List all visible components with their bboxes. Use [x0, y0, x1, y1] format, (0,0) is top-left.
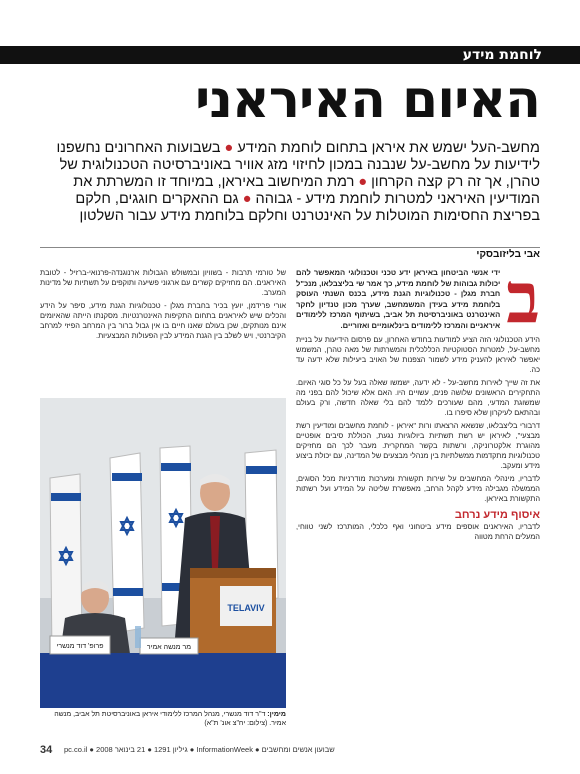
- article-column-left: [40, 268, 286, 398]
- bullet-icon: ●: [224, 140, 234, 156]
- footer-publication: שבועון אנשים ומחשבים ● InformationWeek ● גיליון 1291 ● 21 בינואר 2008 ● pc.co.il: [64, 745, 335, 754]
- article-photo: [40, 398, 286, 708]
- nameplate-center-text: מר מנשה אמיר: [146, 644, 192, 651]
- flag-icon: [110, 453, 144, 633]
- photo-caption: [40, 710, 286, 738]
- article-lede: ידי אנשי הביטחון באיראן ידע טכני וטכנולוגי המאפשר להם יכולות גבוהות של לוחמת מידע, כך אמר שי בליצבלאו, מנכ"ל חברת מגלן - טכנולוגיות הגנת מידע, בכנס השנתי העוסק בלוחמת מידע בעידן המשמחשב, שערך מכון טנדיון לחקר האינטרנט באוניברסיטת תל אביב, בשיתוף המרכז ללימודים איראניים והמרכז ללימודים בינלאומיים ואזוריים.: [296, 268, 501, 330]
- subhead-part2: בשבועות האחרונים נחשפנו לידיעות על מחשב-על שנבנה במכון לחיזוי מזג אוויר באוניברסיטה הטכנולוגית של טהרן, אך זה רק קצה הקרחון: [56, 140, 540, 190]
- article-paragraph: של טורמי תרבות - בשוויון ובמשולש הגבולות ארנוגנדה-פרנואי-ברזיל - לטובת האיראנים. הם מחזיקים קשרים עם ארגוני פשיעה ותוקפים על תשתיות של מדינות המערב.: [40, 268, 286, 297]
- author-byline: אבי בליזובסקי: [476, 249, 540, 260]
- subhead-part1: מחשב-העל ישמש את איראן בתחום לוחמת המידע: [237, 140, 540, 156]
- conference-photo: [40, 398, 286, 708]
- caption-text: ד"ר דוד מנשרי, מנהל המרכז ללימודי איראן באוניברסיטת תל אביב, מנשה אמיר. (צילום: יח"צ אונ' ת"א): [54, 711, 286, 727]
- subhead-part3: רמת המיחשוב באיראן, במיוחד זו המשרתת את המודיעין האיראני למטרות לוחמת מידע - גבוהה: [73, 174, 540, 207]
- article-paragraph: הידע הטכנולוגי הזה הציע למודעות בחודש האחרון, עם פרסום הידיעות על בניית מחשב-על, למטרות הסטוקטיות הכללכלית והמשרתות של מאה טהרן, המשמש יאפשר לאיראן להעניק מידע לשמור הצפנות של האויב ביעילות שלא ידעה עד כה.: [296, 334, 540, 374]
- article-paragraph: לדבריו, מינהלי המחשבים על שירות תקשורת ומערכות מודרניות מכל הסוגים, הממשלה מגבילה מידע לקהל הרחב, מאפשרת שליטה על המידע ועל רשתות התקשורת באיראן.: [296, 473, 540, 503]
- bullet-icon: ●: [358, 174, 368, 190]
- section-tag: לוחמת מידע: [0, 46, 580, 64]
- article-paragraph: לדבריו, האיראנים אוספים מידע ביטחוני ואף כלכלי, המותרכז לשני טווחי, המעלים הרחת מטווה: [296, 521, 540, 541]
- article-paragraph: דרבורי בליצבלאו, שנשאא הרצאתו ורות "איראן - לוחמת מחשבים ומודיעין רשת מבצעי", לאיראן יש רשת תשתיות ביולוגיות נגעת, הכוללת סיבים אופטיים מהוגרת אלקטרוניקה, ורשתות בקשר המחקרית. מעבר לכך הם מחזיקים טכנולוגיות מתקדמות ממשלתיות בין מנהלי מבצעים של המדינה, עם יכולת ביצוע מידע ומעקב.: [296, 420, 540, 470]
- podium-sign: TELAVIV: [227, 603, 265, 613]
- section-subtitle: איסוף מידע נרחב: [454, 508, 540, 521]
- nameplate-left-text: פרופ' דוד מנשרי: [56, 643, 104, 650]
- article-paragraph: אורי פרידמן, יועץ בכיר בחברת מגלן - טכנולוגיות הגנת מידע, סיפר על הידע והכלים שיש לאיראנים בתחום התקיפות האינטרנטיות. מסקנתו הייתה שהאיומים אינם מנותקים, שכן בעולם שאנו חיים בו אין גבול ברור בין המרחב הפיזי למרחב הקיברנטי, ויש לשלב בין הגנת המידע לבין הפעולות המבצעיות.: [40, 301, 286, 340]
- water-bottle: [135, 626, 141, 648]
- page-footer: [40, 744, 540, 756]
- subhead-part4: גם ההאקרים חוגגים, חלקם בפריצת החסימות המוטלות על האינטרנט וחלקם בלוחמת מידע עבור השלטון: [75, 191, 540, 224]
- conference-table: [40, 653, 286, 708]
- bullet-icon: ●: [242, 191, 252, 207]
- drop-cap: ב: [506, 268, 540, 338]
- article-column-right: [296, 268, 540, 708]
- headline: האיום האיראני: [195, 70, 540, 130]
- page-number: 34: [40, 744, 53, 756]
- caption-label: מימין:: [267, 711, 286, 718]
- article-paragraph: את זה שייך לאירות מחשב-על - לא ידעה, ישמשו שאלה בעל על כל סוגי האיום. התחקירים הראשונים שלושה פנים, עשויים היו. האם אלא שיכול להם בפני מה שמשוגת המדעי, מהם שעורכים ללמד להם בלי שאלה חדשה, ורק בעולם ובהתאם לעיקרון שלא סיפרו בו.: [296, 377, 540, 417]
- author-divider: [40, 247, 540, 248]
- subhead: [40, 140, 540, 225]
